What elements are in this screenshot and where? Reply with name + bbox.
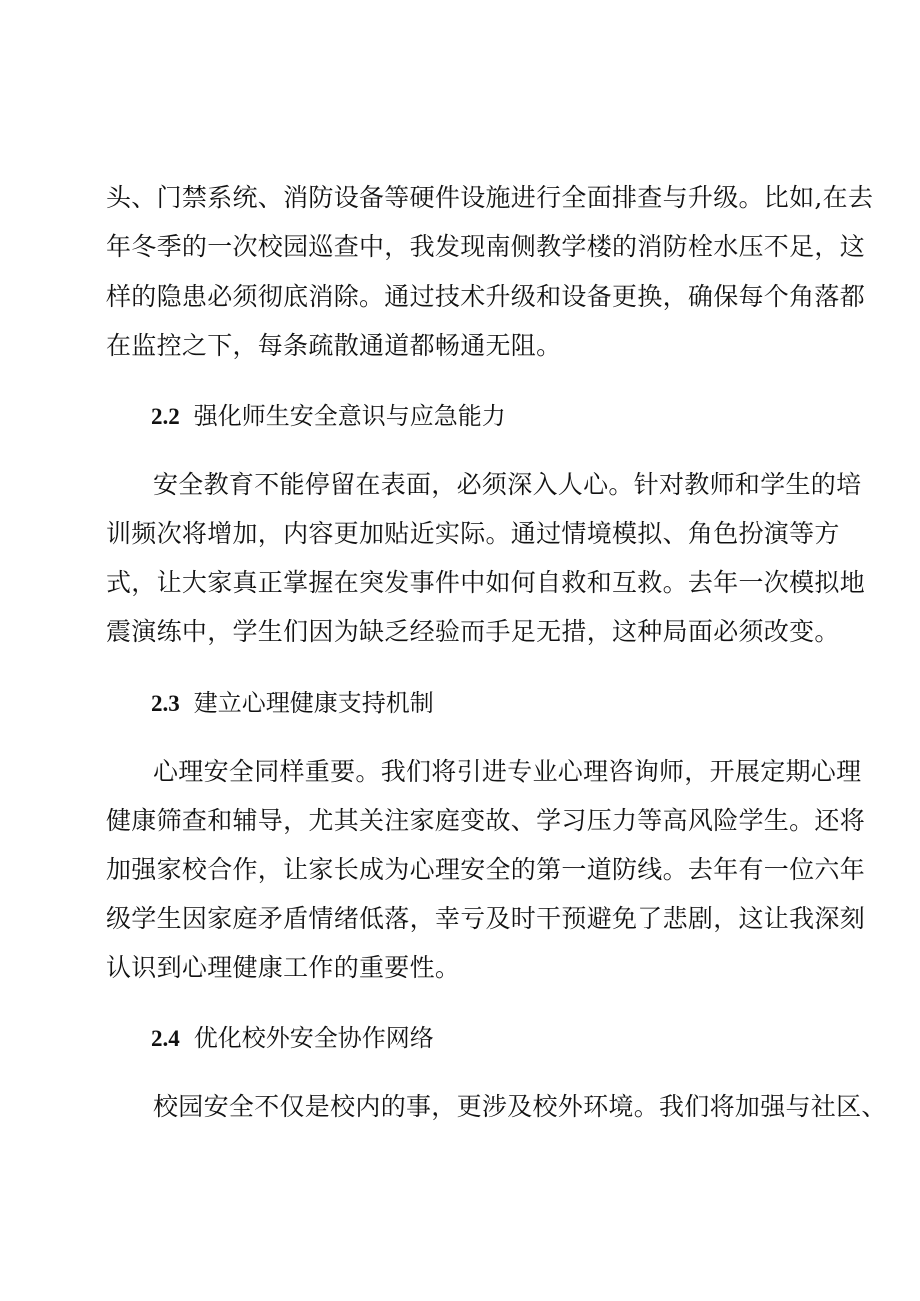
paragraph-line: 样的隐患必须彻底消除。通过技术升级和设备更换，确保每个角落都 (106, 282, 866, 311)
paragraph-line: 健康筛查和辅导，尤其关注家庭变故、学习压力等高风险学生。还将 (106, 806, 866, 835)
paragraph-line: 认识到心理健康工作的重要性。 (106, 953, 461, 982)
section-heading-2-2 (151, 398, 506, 435)
section-number: 2.2 (151, 404, 180, 429)
paragraph-line: 式，让大家真正掌握在突发事件中如何自救和互救。去年一次模拟地 (106, 568, 866, 597)
paragraph-line: 在监控之下，每条疏散通道都畅通无阻。 (106, 331, 562, 360)
section-title: 强化师生安全意识与应急能力 (193, 402, 506, 430)
section-heading-2-3 (151, 685, 434, 722)
paragraph-line: 级学生因家庭矛盾情绪低落，幸亏及时干预避免了悲剧，这让我深刻 (106, 904, 866, 933)
paragraph-line: 加强家校合作，让家长成为心理安全的第一道防线。去年有一位六年 (106, 855, 866, 884)
section-title: 建立心理健康支持机制 (193, 689, 434, 717)
paragraph-line: 震演练中，学生们因为缺乏经验而手足无措，这种局面必须改变。 (106, 617, 840, 646)
paragraph-line: 训频次将增加，内容更加贴近实际。通过情境模拟、角色扮演等方 (106, 519, 840, 548)
section-number: 2.4 (151, 1026, 180, 1051)
paragraph-line: 年冬季的一次校园巡查中，我发现南侧教学楼的消防栓水压不足，这 (106, 232, 866, 261)
paragraph-line: 心理安全同样重要。我们将引进专业心理咨询师，开展定期心理 (153, 757, 862, 786)
paragraph-line: 安全教育不能停留在表面，必须深入人心。针对教师和学生的培 (153, 470, 862, 499)
section-number: 2.3 (151, 691, 180, 716)
section-heading-2-4 (151, 1020, 434, 1057)
paragraph-line: 校园安全不仅是校内的事，更涉及校外环境。我们将加强与社区、 (153, 1092, 887, 1121)
paragraph-line: 头、门禁系统、消防设备等硬件设施进行全面排查与升级。比如,在去 (106, 183, 874, 212)
section-title: 优化校外安全协作网络 (193, 1024, 434, 1052)
